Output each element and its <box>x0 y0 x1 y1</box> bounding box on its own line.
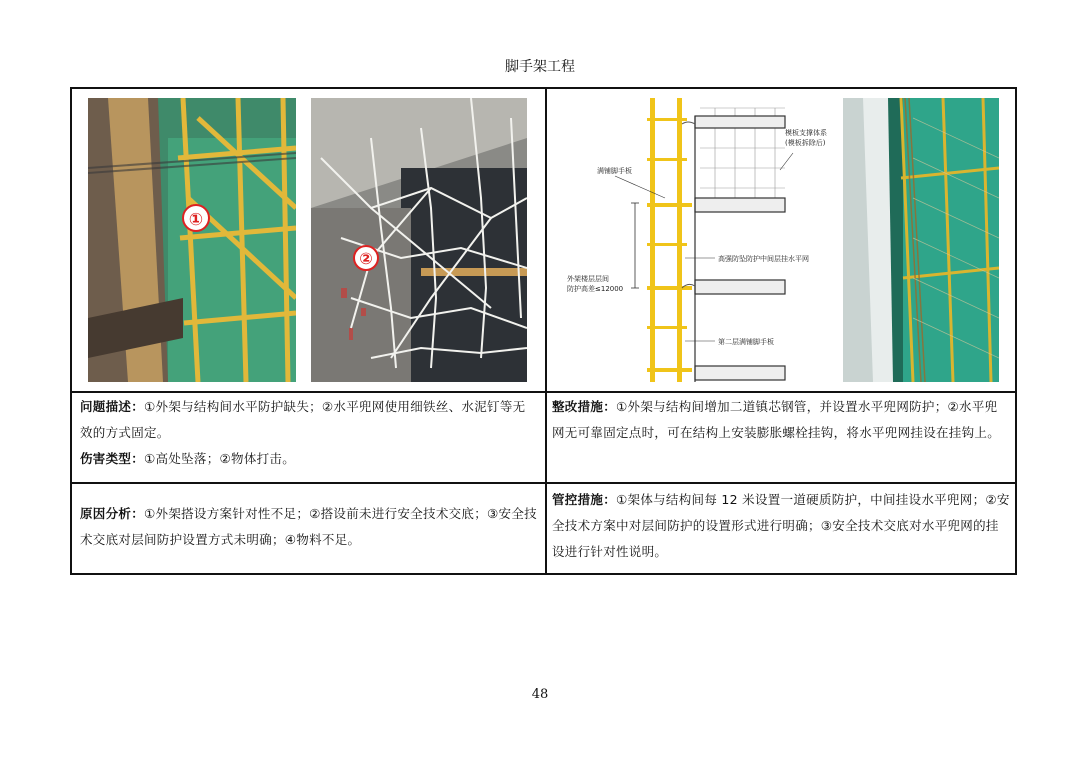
harm-type <box>80 446 538 472</box>
harm-label: 伤害类型： <box>80 451 145 466</box>
row-divider-2 <box>72 482 1015 484</box>
photo-marker-2: ② <box>359 249 373 268</box>
problem-label: 问题描述： <box>80 399 145 414</box>
page-number: 48 <box>531 687 549 702</box>
rectify-text: ①外架与结构间增加二道镇芯钢管，并设置水平兜网防护；②水平兜网无可靠固定点时，可在结构上安装膨胀螺栓挂钩，将水平兜网挂设在挂钩上。 <box>552 399 1001 440</box>
diagram-label-height: 外架楼层层间 <box>567 275 609 283</box>
problem-text: ①外架与结构间水平防护缺失；②水平兜网使用细铁丝、水泥钉等无效的方式固定。 <box>80 399 526 440</box>
cell-problem-and-harm <box>80 394 538 472</box>
page-title: 脚手架工程 <box>505 59 575 75</box>
column-divider <box>545 89 547 573</box>
diagram-label-height-2: 防护高差≤12000 <box>567 285 624 293</box>
row-divider-1 <box>72 391 1015 393</box>
content-table <box>70 87 1017 575</box>
photo-net-fixing <box>311 98 527 382</box>
diagram-label-middle-net: 高强防坠防护中间层挂水平网 <box>718 255 809 263</box>
cell-cause <box>80 501 538 553</box>
diagram-label-full-board: 满铺脚手板 <box>597 167 632 175</box>
cause-label: 原因分析： <box>80 506 145 521</box>
harm-text: ①高处坠落；②物体打击。 <box>144 451 296 466</box>
photo-corrected-scaffold <box>843 98 999 382</box>
scaffold-section-diagram <box>555 98 841 382</box>
cell-control <box>552 487 1010 565</box>
diagram-label-formwork: 模板支撑体系 <box>785 129 827 137</box>
problem-description <box>80 394 538 446</box>
photo-scaffold-gap <box>88 98 296 382</box>
diagram-label-formwork-sub: (模板拆除后) <box>785 139 826 147</box>
control-label: 管控措施： <box>552 492 617 507</box>
cell-rectify <box>552 394 1010 446</box>
cause-text: ①外架搭设方案针对性不足；②搭设前未进行安全技术交底；③安全技术交底对层间防护设置方式未明确；④物料不足。 <box>80 506 537 547</box>
photo-marker-1: ① <box>188 210 204 230</box>
diagram-label-second-board: 第二层满铺脚手板 <box>718 338 774 346</box>
control-text: ①架体与结构间每 12 米设置一道硬质防护，中间挂设水平兜网；②安全技术方案中对层间防护的设置形式进行明确；③安全技术交底对水平兜网的挂设进行针对性说明。 <box>552 492 1010 559</box>
rectify-label: 整改措施： <box>552 399 617 414</box>
